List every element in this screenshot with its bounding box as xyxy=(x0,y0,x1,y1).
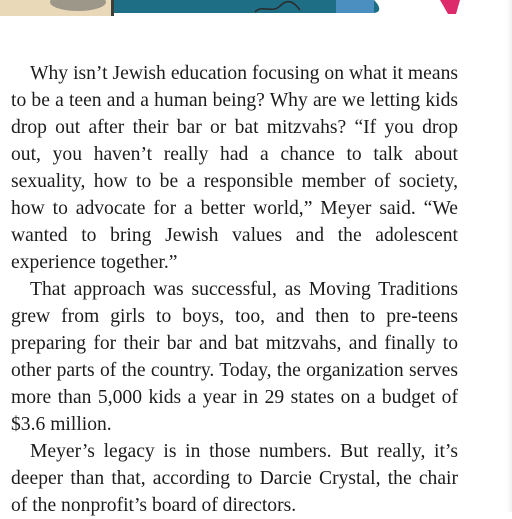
illustration-teal-curve xyxy=(374,0,379,13)
article-body xyxy=(11,60,458,519)
illustration-divider-line xyxy=(111,0,114,16)
paragraph: That approach was successful, as Moving Traditions grew from girls to boys, too, and then to pre-teens preparing for their bar and bat mitzvahs, and finally to other parts of the country. Today, the organization serves more than 5,000 kids a year in 29 states on a budget of $3.6 million. xyxy=(11,279,458,435)
illustration-pink-shape xyxy=(440,0,460,14)
header-illustration xyxy=(0,0,512,16)
paragraph: Why isn’t Jewish education focusing on what it means to be a teen and a human being? Why are we letting kids drop out after their bar or bat mitzvahs? “If you drop out, you haven’t really had a chance to talk about sexuality, how to be a responsible member of society, how to advocate for a better world,” Meyer said. “We wanted to bring Jewish values and the adolescent experience together.” xyxy=(11,63,458,273)
page-edge xyxy=(506,0,512,512)
paragraph: Meyer’s legacy is in those numbers. But really, it’s deeper than that, according to Darcie Crystal, the chair of the nonprofit’s board of directors. xyxy=(11,441,458,516)
illustration-teal-area xyxy=(114,0,374,13)
illustration-blue-band xyxy=(336,0,374,13)
